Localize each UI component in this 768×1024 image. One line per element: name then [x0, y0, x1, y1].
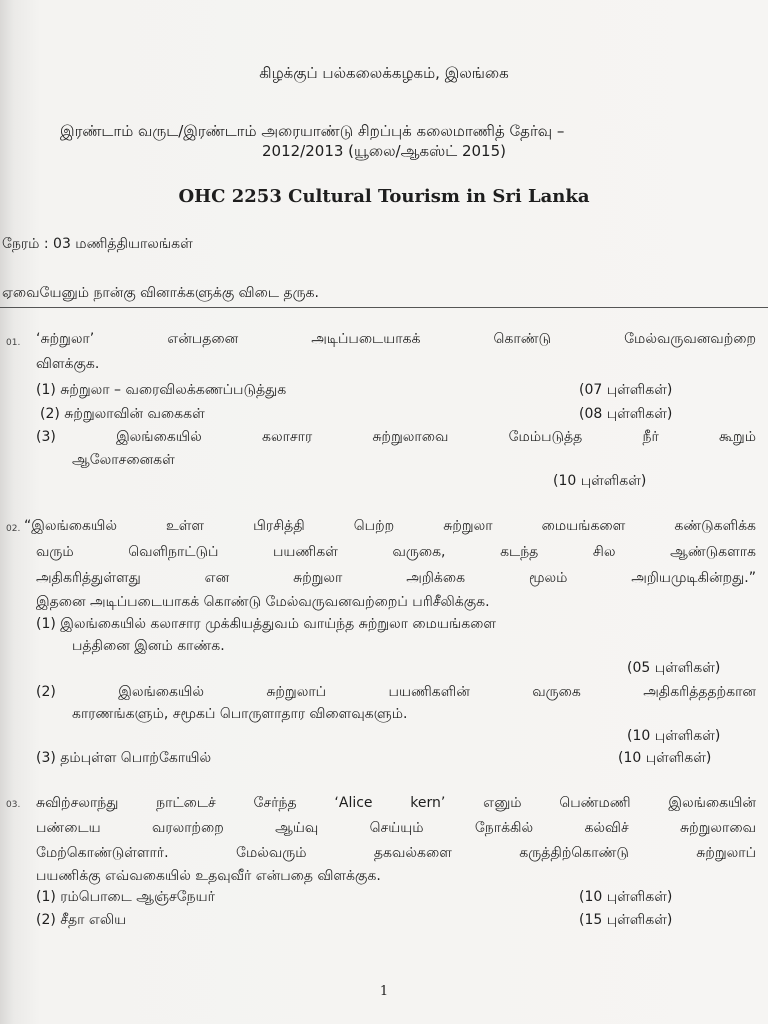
question-3-item-2: (2) சீதா எலிய — [36, 912, 127, 928]
question-2-item-1-line1: (1) இலங்கையில் கலாசார முக்கியத்துவம் வாய்ந்த சுற்றுலா மையங்களை — [36, 616, 497, 632]
question-3-line4: பயணிக்கு எவ்வகையில் உதவுவீர் என்பதை விளக்குக. — [36, 868, 381, 884]
question-3-line3: மேற்கொண்டுள்ளார். மேல்வரும் தகவல்களை கருத்திற்கொண்டு சுற்றுலாப் — [36, 845, 756, 861]
question-1-item-3-line1: (3) இலங்கையில் கலாசார சுற்றுலாவை மேம்படுத்த நீர் கூறும் — [36, 429, 756, 445]
question-3-item-2-points: (15 புள்ளிகள்) — [579, 912, 673, 928]
question-3-line1: சுவிற்சலாந்து நாட்டைச் சேர்ந்த ‘Alice kern’ எனும் பெண்மணி இலங்கையின் — [36, 795, 756, 811]
page-number: 1 — [379, 984, 389, 999]
question-2-item-2-line1: (2) இலங்கையில் சுற்றுலாப் பயணிகளின் வருகை அதிகரித்ததற்கான — [36, 684, 756, 700]
exam-title-line2: 2012/2013 (யூலை/ஆகஸ்ட் 2015) — [262, 142, 506, 160]
question-1-item-3-line2: ஆலோசனைகள் — [72, 452, 175, 468]
question-2-line4: இதனை அடிப்படையாகக் கொண்டு மேல்வருவனவற்றைப் பரிசீலிக்குக. — [36, 594, 490, 610]
question-2-line2: வரும் வெளிநாட்டுப் பயணிகள் வருகை, கடந்த சில ஆண்டுகளாக — [36, 544, 756, 560]
question-2-item-3: (3) தம்புள்ள பொற்கோயில் — [36, 750, 212, 766]
instruction: ஏவையேனும் நான்கு வினாக்களுக்கு விடை தருக. — [2, 285, 319, 301]
question-1-item-3-points: (10 புள்ளிகள்) — [553, 473, 647, 489]
question-2-number: 02. — [6, 524, 21, 534]
question-1-stem-line1: ‘சுற்றுலா’ என்பதனை அடிப்படையாகக் கொண்டு மேல்வருவனவற்றை — [36, 331, 756, 347]
question-2-item-3-points: (10 புள்ளிகள்) — [618, 750, 712, 766]
time-allowed: நேரம் : 03 மணித்தியாலங்கள் — [2, 236, 193, 252]
university-name: கிழக்குப் பல்கலைக்கழகம், இலங்கை — [259, 64, 509, 82]
question-2-line3: அதிகரித்துள்ளது என சுற்றுலா அறிக்கை மூலம் அறியமுடிகின்றது.” — [36, 570, 756, 586]
question-3-number: 03. — [6, 800, 21, 810]
question-1-item-2: (2) சுற்றுலாவின் வகைகள் — [40, 406, 205, 422]
question-1-number: 01. — [6, 338, 21, 348]
question-1-item-2-points: (08 புள்ளிகள்) — [579, 406, 673, 422]
question-2-item-2-points: (10 புள்ளிகள்) — [627, 728, 721, 744]
question-2-item-2-line2: காரணங்களும், சமூகப் பொருளாதார விளைவுகளும். — [72, 706, 408, 722]
course-title: OHC 2253 Cultural Tourism in Sri Lanka — [178, 186, 590, 207]
question-3-item-1: (1) ரம்பொடை ஆஞ்சநேயர் — [36, 889, 215, 905]
question-2-line1: “இலங்கையில் உள்ள பிரசித்தி பெற்ற சுற்றுலா மையங்களை கண்டுகளிக்க — [24, 518, 756, 534]
question-2-item-1-points: (05 புள்ளிகள்) — [627, 660, 721, 676]
question-3-line2: பண்டைய வரலாற்றை ஆய்வு செய்யும் நோக்கில் கல்விச் சுற்றுலாவை — [36, 820, 756, 836]
question-1-stem-line2: விளக்குக. — [36, 356, 100, 372]
question-1-item-1: (1) சுற்றுலா – வரைவிலக்கணப்படுத்துக — [36, 382, 287, 398]
exam-title-line1: இரண்டாம் வருட/இரண்டாம் அரையாண்டு சிறப்புக் கலைமாணித் தேர்வு – — [60, 122, 565, 140]
question-1-item-1-points: (07 புள்ளிகள்) — [579, 382, 673, 398]
question-3-item-1-points: (10 புள்ளிகள்) — [579, 889, 673, 905]
question-2-item-1-line2: பத்தினை இனம் காண்க. — [72, 638, 225, 654]
header-divider — [0, 307, 768, 308]
